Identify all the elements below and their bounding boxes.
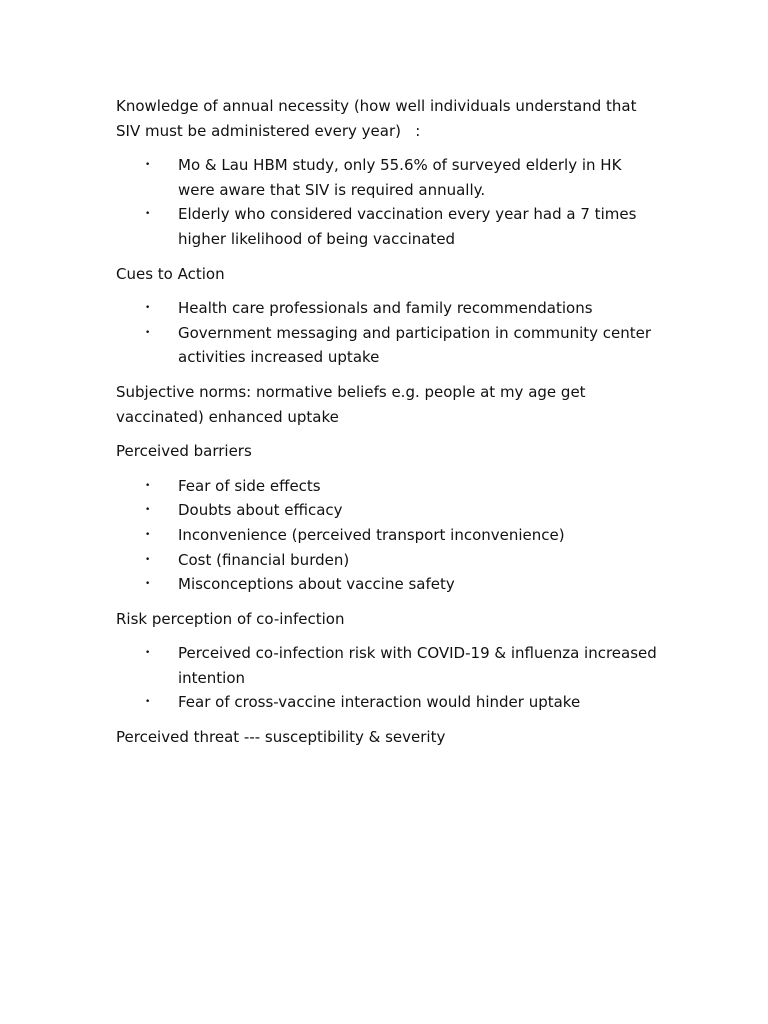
bullet-icon: •	[145, 327, 151, 338]
list-item	[116, 523, 661, 548]
bullet-icon: •	[145, 160, 151, 171]
list-item-text: Misconceptions about vaccine safety	[178, 575, 455, 594]
document-page	[116, 94, 661, 760]
list-item	[116, 572, 661, 597]
list-item	[116, 153, 661, 202]
list-item	[116, 548, 661, 573]
bullet-icon: •	[145, 529, 151, 540]
heading-cues-to-action: Cues to Action	[116, 264, 225, 283]
list-item	[116, 498, 661, 523]
bullet-icon: •	[145, 554, 151, 565]
list-item	[116, 641, 661, 690]
heading-annual-necessity: Knowledge of annual necessity (how well individuals understand that SIV must be administered every year) :	[116, 97, 642, 140]
bullet-icon: •	[145, 648, 151, 659]
list-item-text: Elderly who considered vaccination every year had a 7 times higher likelihood of being vaccinated	[178, 205, 637, 248]
bullet-list-cues-to-action	[116, 296, 661, 370]
bullet-icon: •	[145, 579, 151, 590]
list-item-text: Fear of side effects	[178, 476, 321, 495]
heading-perceived-barriers: Perceived barriers	[116, 442, 252, 461]
list-item	[116, 202, 661, 251]
bullet-icon: •	[145, 303, 151, 314]
heading-perceived-threat: Perceived threat --- susceptibility & severity	[116, 728, 446, 747]
list-item-text: Government messaging and participation in community center activities increased uptake	[178, 323, 652, 367]
bullet-icon: •	[145, 505, 151, 516]
list-item-text: Health care professionals and family recommendations	[178, 299, 593, 318]
list-item	[116, 321, 661, 370]
list-item-text: Perceived co-infection risk with COVID-19 & influenza increased intention	[178, 644, 657, 687]
heading-risk-perception: Risk perception of co-infection	[116, 609, 345, 628]
list-item-text: Cost (financial burden)	[178, 550, 350, 569]
list-item	[116, 296, 661, 321]
list-item	[116, 474, 661, 499]
list-item-text: Fear of cross-vaccine interaction would hinder uptake	[178, 693, 581, 712]
list-item-text: Mo & Lau HBM study, only 55.6% of surveyed elderly in HK were aware that SIV is required annually.	[178, 156, 622, 199]
bullet-icon: •	[145, 480, 151, 491]
list-item-text: Inconvenience (perceived transport inconvenience)	[178, 525, 565, 544]
bullet-icon: •	[145, 697, 151, 708]
bullet-list-perceived-barriers	[116, 474, 661, 597]
bullet-list-annual-necessity	[116, 153, 661, 251]
paragraph-subjective-norms: Subjective norms: normative beliefs e.g. people at my age get vaccinated) enhanced uptake	[116, 382, 591, 426]
list-item-text: Doubts about efficacy	[178, 501, 343, 520]
bullet-icon: •	[145, 209, 151, 220]
bullet-list-risk-perception	[116, 641, 661, 715]
list-item	[116, 690, 661, 715]
